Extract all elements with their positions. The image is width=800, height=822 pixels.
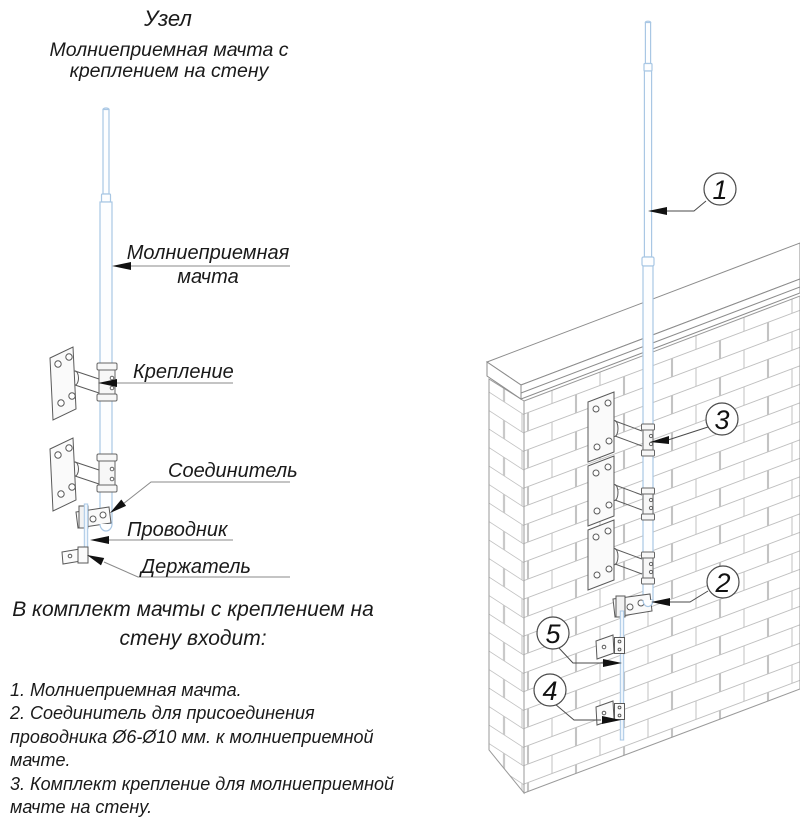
mast-mid-section bbox=[644, 71, 651, 257]
detail-clamp-2 bbox=[97, 454, 117, 492]
callout-1 bbox=[648, 173, 736, 215]
kit-item: 3. Комплект крепление для молниеприемной мачте на стену. bbox=[10, 773, 395, 818]
label-mount: Крепление bbox=[133, 361, 234, 383]
mast-clamp-3 bbox=[642, 552, 655, 584]
label-conductor: Проводник bbox=[127, 519, 228, 541]
holder-detail bbox=[62, 547, 88, 564]
label-lightning-mast: Молниеприемная мачта bbox=[126, 242, 290, 288]
mast-joint-detail bbox=[102, 194, 111, 202]
conductor-iso bbox=[620, 611, 623, 740]
kit-list bbox=[10, 679, 398, 819]
mast-clamps bbox=[642, 424, 655, 584]
detail-brackets bbox=[50, 347, 99, 511]
callout-1-number: 1 bbox=[712, 175, 728, 205]
mast-clamp-1 bbox=[642, 424, 655, 456]
leader-connector bbox=[123, 482, 290, 504]
callout-2-number: 2 bbox=[715, 568, 731, 598]
kit-heading: В комплект мачты с креплением на стену входит: bbox=[12, 598, 374, 650]
detail-view bbox=[50, 108, 290, 577]
callout-5-number: 5 bbox=[545, 619, 561, 649]
mast-clamp-2 bbox=[642, 488, 655, 520]
mast-joint-lower bbox=[642, 257, 654, 266]
callout-3-number: 3 bbox=[714, 405, 730, 435]
detail-bracket-1 bbox=[50, 347, 99, 420]
callout-4-number: 4 bbox=[542, 676, 558, 706]
kit-item: 2. Соединитель для присоединения проводника Ø6-Ø10 мм. к молниеприемной мачте. bbox=[10, 703, 374, 771]
label-connector: Соединитель bbox=[168, 460, 298, 482]
mast-top-section-detail bbox=[103, 110, 109, 195]
isometric-view bbox=[487, 21, 800, 793]
kit-item: 1. Молниеприемная мачта. bbox=[10, 680, 242, 700]
detail-bracket-2 bbox=[50, 438, 99, 511]
page-title: Узел bbox=[144, 6, 192, 31]
mast-top-section bbox=[645, 23, 650, 64]
label-holder: Держатель bbox=[141, 556, 251, 578]
mast-joint-upper bbox=[644, 64, 652, 72]
page-subtitle: Молниеприемная мачта с креплением на стену bbox=[49, 39, 289, 82]
